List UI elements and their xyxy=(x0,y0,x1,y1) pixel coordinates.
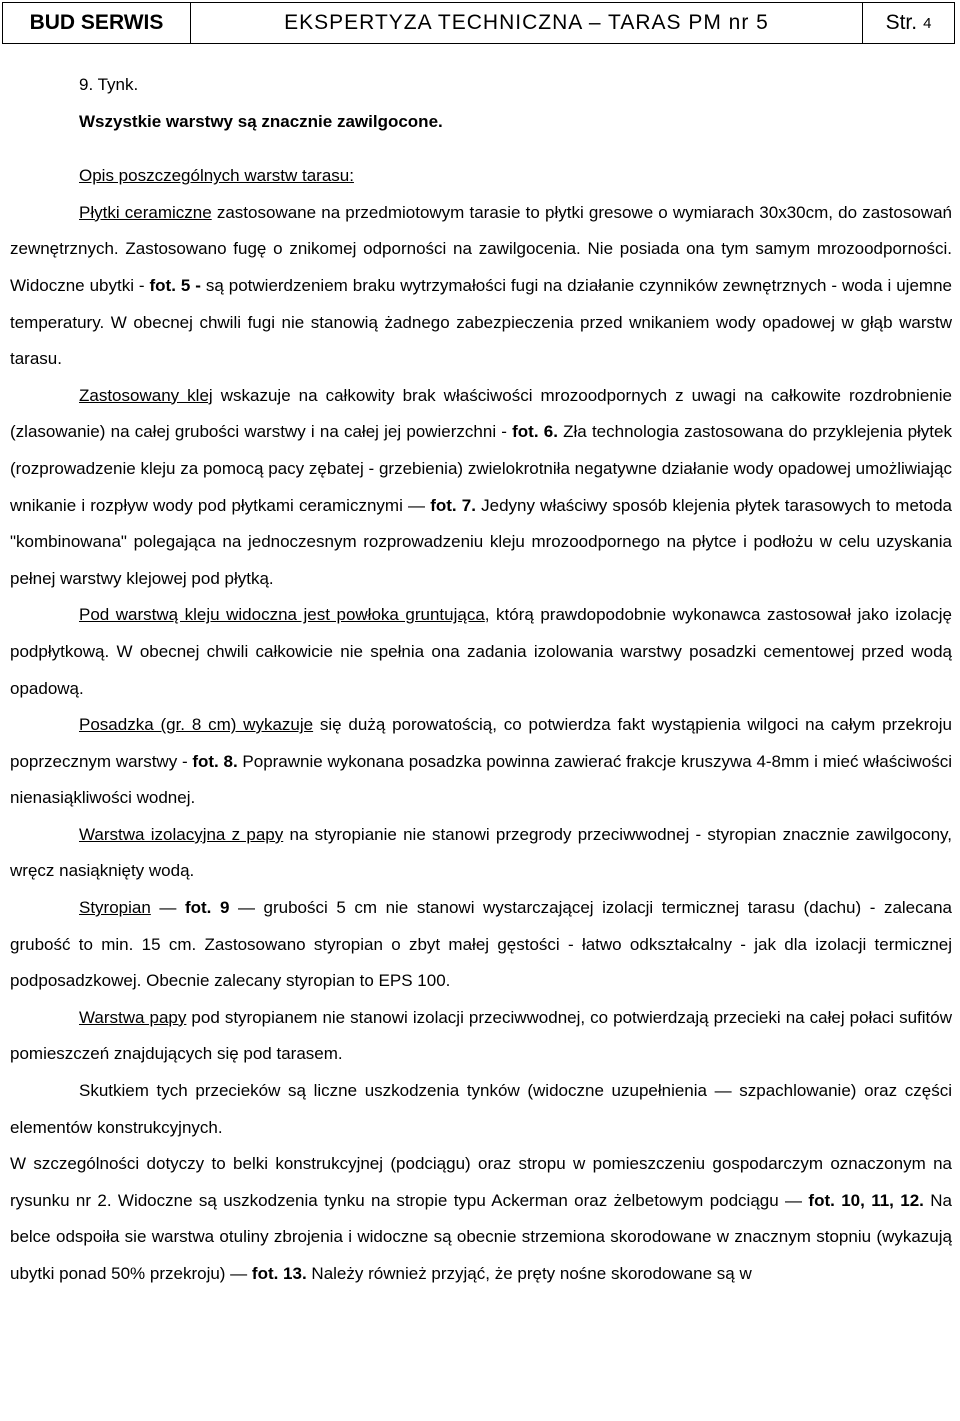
paragraph-effects: Skutkiem tych przecieków są liczne uszkodzenia tynków (widoczne uzupełnienia — szpachlowanie) oraz części elementów konstrukcyjnych. xyxy=(10,1081,952,1137)
primer-lead: Pod warstwą kleju widoczna jest powłoka gruntująca xyxy=(79,605,485,625)
paragraph-glue: Zastosowany klej wskazuje na całkowity brak właściwości mrozoodpornych z uwagi na całkowite rozdrobnienie (zlasowanie) na całej grubości warstwy i na całej jej powierzchni - fot. 6. Zła technologia zastosowana do przyklejenia płytek (rozprowadzenie kleju za pomocą pacy zębatej - grzebienia) zwielokrotniła negatywne działanie wody opadowej umożliwiając wnikanie i rozpływ wody pod płytkami ceramicznymi — fot. 7. Jedyny właściwy sposób klejenia płytek tarasowych to metoda "kombinowana" polegająca na jednoczesnym rozprowadzeniu kleju mrozoodpornego na płytce i podłożu w celu uzyskania pełnej warstwy klejowej pod płytką. xyxy=(10,385,952,588)
layers-title: Opis poszczególnych warstw tarasu: xyxy=(79,166,354,186)
paragraph-tarpaper-2: Warstwa papy pod styropianem nie stanowi izolacji przeciwwodnej, co potwierdzają przecieki na całej połaci sufitów pomieszczeń znajdujących się pod tarasem. xyxy=(10,1007,952,1064)
eps-lead: Styropian xyxy=(79,898,151,918)
photo-ref: fot. 8. xyxy=(192,751,238,771)
screed-lead: Posadzka (gr. 8 cm) wykazuje xyxy=(79,715,314,735)
tarpaper2-lead: Warstwa papy xyxy=(79,1007,187,1027)
paragraph-eps: Styropian — fot. 9 — grubości 5 cm nie stanowi wystarczającej izolacji termicznej tarasu (dachu) - zalecana grubość to min. 15 cm. Zastosowano styropian o zbyt małej gęstości - łatwo odkształcalny - jak dla izolacji termicznej podposadzkowej. Obecnie zalecany styropian to EPS 100. xyxy=(10,898,952,991)
photo-ref: fot. 7. xyxy=(430,495,476,515)
document-body xyxy=(10,67,952,1293)
page-indicator xyxy=(863,3,954,43)
page-label: Str. xyxy=(885,11,918,34)
paragraph-beam: W szczególności dotyczy to belki konstrukcyjnej (podciągu) oraz stropu w pomieszczeniu gospodarczym oznaczonym na rysunku nr 2. Widoczne są uszkodzenia tynku na stropie typu Ackerman oraz żelbetowym podciągu — fot. 10, 11, 12. Na belce odspoiła sie warstwa otuliny zbrojenia i widoczne są obecnie strzemiona skorodowane w znacznym stopniu (wykazują ubytki ponad 50% przekroju) — fot. 13. Należy również przyjąć, że pręty nośne skorodowane są w xyxy=(10,1154,952,1283)
tarpaper-lead: Warstwa izolacyjna z papy xyxy=(79,824,284,844)
paragraph-tarpaper: Warstwa izolacyjna z papy na styropianie nie stanowi przegrody przeciwwodnej - styropian znacznie zawilgocony, wręcz nasiąknięty wodą. xyxy=(10,824,952,881)
section-summary: Wszystkie warstwy są znacznie zawilgocone. xyxy=(79,111,443,131)
company-name: BUD SERWIS xyxy=(3,3,191,43)
photo-ref: fot. 5 - xyxy=(149,275,201,295)
paragraph-screed: Posadzka (gr. 8 cm) wykazuje się dużą porowatością, co potwierdza fakt wystąpienia wilgoci na całym przekroju poprzecznym warstwy - fot. 8. Poprawnie wykonana posadzka powinna zawierać frakcje kruszywa 4-8mm i mieć właściwości nienasiąkliwości wodnej. xyxy=(10,715,952,808)
tiles-lead: Płytki ceramiczne xyxy=(79,202,212,222)
page-number: 4 xyxy=(923,14,932,32)
glue-lead: Zastosowany klej xyxy=(79,385,213,405)
paragraph-tiles: Płytki ceramiczne zastosowane na przedmiotowym tarasie to płytki gresowe o wymiarach 30x30cm, do zastosowań zewnętrznych. Zastosowano fugę o znikomej odporności na zawilgocenia. Nie posiada ona tym samym mrozoodporności. Widoczne ubytki - fot. 5 - są potwierdzeniem braku wytrzymałości fugi na działanie czynników zewnętrznych - woda i ujemne temperatury. W obecnej chwili fugi nie stanowią żadnego zabezpieczenia przed wnikaniem wody opadowej w głąb warstw tarasu. xyxy=(10,202,952,369)
section-heading: 9. Tynk. xyxy=(79,75,139,94)
photo-ref: fot. 10, 11, 12. xyxy=(808,1190,924,1210)
document-title: EKSPERTYZA TECHNICZNA – TARAS PM nr 5 xyxy=(191,3,863,43)
photo-ref: fot. 9 xyxy=(184,898,230,918)
paragraph-primer: Pod warstwą kleju widoczna jest powłoka gruntująca, którą prawdopodobnie wykonawca zastosował jako izolację podpłytkową. W obecnej chwili całkowicie nie spełnia ona zadania izolowania warstwy posadzki cementowej przed wodą opadową. xyxy=(10,605,952,698)
page-header xyxy=(2,2,955,44)
photo-ref: fot. 6. xyxy=(512,422,558,442)
photo-ref: fot. 13. xyxy=(251,1264,307,1283)
